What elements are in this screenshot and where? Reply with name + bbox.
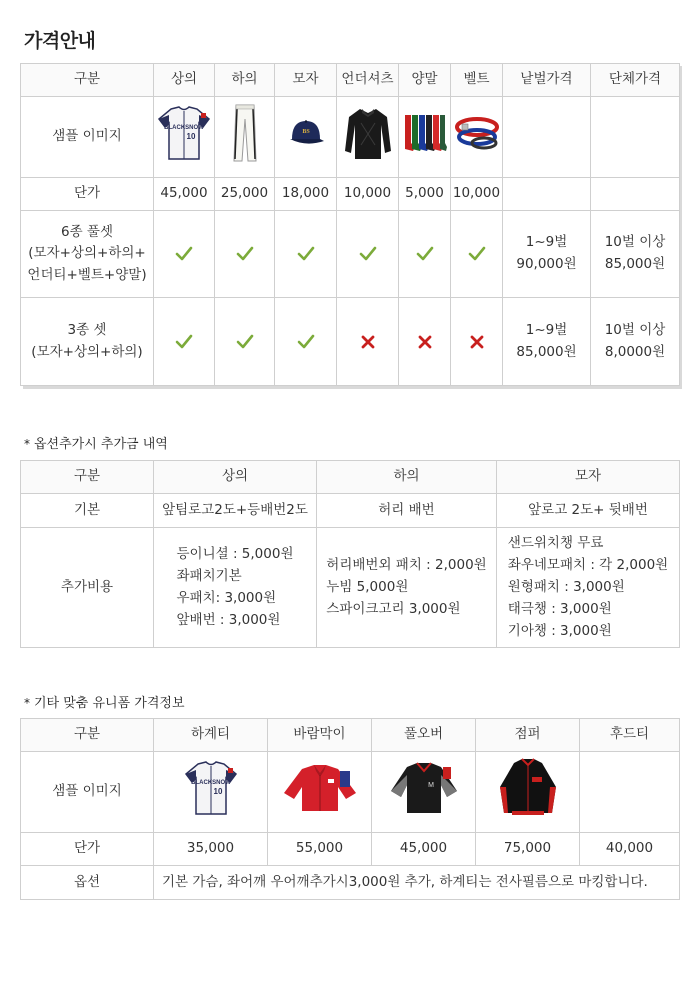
svg-text:10: 10 bbox=[186, 132, 196, 142]
price-line: 1~9벌 bbox=[525, 321, 568, 338]
jersey-image bbox=[154, 97, 215, 178]
option-section-title bbox=[24, 433, 168, 452]
unit-price-row bbox=[21, 178, 680, 211]
pullover-image bbox=[372, 752, 476, 833]
set6-label-line: 언더티+벨트+양말) bbox=[27, 266, 147, 283]
extra-cost-row bbox=[21, 528, 680, 648]
belt-image bbox=[451, 97, 503, 178]
check-icon bbox=[175, 333, 193, 351]
set3-mark bbox=[154, 298, 215, 386]
group-price-empty bbox=[591, 97, 680, 178]
unit-price: 25,000 bbox=[215, 178, 275, 211]
extra-line: 앞배번 : 3,000원 bbox=[176, 612, 281, 629]
extra-cap bbox=[497, 528, 680, 648]
row-label: 단가 bbox=[21, 178, 154, 211]
extra-bottom bbox=[317, 528, 497, 648]
col-header: 낱벌가격 bbox=[503, 64, 591, 97]
set3-label bbox=[21, 298, 154, 386]
set3-mark bbox=[337, 298, 399, 386]
extra-top bbox=[154, 528, 317, 648]
check-icon bbox=[236, 333, 254, 351]
check-icon bbox=[236, 245, 254, 263]
extra-line: 기아챙 : 3,000원 bbox=[507, 623, 612, 640]
extra-line: 등이니셜 : 5,000원 bbox=[176, 546, 294, 563]
single-price-empty bbox=[503, 97, 591, 178]
unit-price: 75,000 bbox=[476, 833, 580, 866]
undershirt-image bbox=[337, 97, 399, 178]
set3-row bbox=[21, 298, 680, 386]
col-header: 언더셔츠 bbox=[337, 64, 399, 97]
basic-cap: 앞로고 2도+ 뒷배번 bbox=[497, 494, 680, 528]
extra-line: 스파이크고리 3,000원 bbox=[326, 601, 461, 618]
extra-line: 허리배번외 패치 : 2,000원 bbox=[326, 557, 487, 574]
row-label: 옵션 bbox=[21, 866, 154, 900]
col-header: 구분 bbox=[21, 64, 154, 97]
set6-label-line: (모자+상의+하의+ bbox=[28, 245, 146, 262]
jumper-image bbox=[476, 752, 580, 833]
svg-text:BS: BS bbox=[301, 129, 310, 136]
extra-line: 누빔 5,000원 bbox=[326, 579, 409, 596]
check-icon bbox=[359, 245, 377, 263]
bullet-star: * bbox=[24, 437, 30, 451]
other-option-row bbox=[21, 866, 680, 900]
bullet-star: * bbox=[24, 696, 30, 710]
unit-price: 40,000 bbox=[580, 833, 680, 866]
col-header: 하의 bbox=[317, 461, 497, 494]
windbreaker-image bbox=[268, 752, 372, 833]
set3-mark bbox=[399, 298, 451, 386]
option-table-header bbox=[21, 461, 680, 494]
price-table-header bbox=[21, 64, 680, 97]
other-sample-row bbox=[21, 752, 680, 833]
other-unit-price-row bbox=[21, 833, 680, 866]
unit-price: 55,000 bbox=[268, 833, 372, 866]
set3-mark bbox=[275, 298, 337, 386]
set6-row bbox=[21, 211, 680, 298]
set3-group-price bbox=[591, 298, 680, 386]
set3-mark bbox=[215, 298, 275, 386]
set6-mark bbox=[154, 211, 215, 298]
price-line: 10벌 이상 bbox=[604, 234, 666, 251]
set6-label-line: 6종 풀셋 bbox=[60, 223, 113, 240]
set3-mark bbox=[451, 298, 503, 386]
col-header: 하계티 bbox=[154, 719, 268, 752]
col-header: 상의 bbox=[154, 64, 215, 97]
set6-mark bbox=[337, 211, 399, 298]
option-description: 기본 가슴, 좌어깨 우어깨추가시3,000원 추가, 하계티는 전사필름으로 마킹합니다. bbox=[154, 866, 680, 900]
set6-group-price bbox=[591, 211, 680, 298]
other-table bbox=[20, 718, 679, 900]
socks-image bbox=[399, 97, 451, 178]
col-header: 풀오버 bbox=[372, 719, 476, 752]
price-table bbox=[20, 63, 679, 386]
col-header: 모자 bbox=[497, 461, 680, 494]
cross-icon bbox=[468, 333, 486, 351]
row-label: 기본 bbox=[21, 494, 154, 528]
extra-line: 샌드위치챙 무료 bbox=[507, 535, 604, 552]
check-icon bbox=[416, 245, 434, 263]
unit-price: 10,000 bbox=[451, 178, 503, 211]
set6-mark bbox=[215, 211, 275, 298]
other-table-header bbox=[21, 719, 680, 752]
extra-line: 좌패치기본 bbox=[176, 568, 242, 585]
set6-mark bbox=[275, 211, 337, 298]
unit-price: 45,000 bbox=[372, 833, 476, 866]
svg-text:BLACKSNOW: BLACKSNOW bbox=[164, 125, 204, 132]
col-header: 하의 bbox=[215, 64, 275, 97]
check-icon bbox=[175, 245, 193, 263]
svg-text:BLACKSNOW: BLACKSNOW bbox=[190, 780, 231, 787]
hoodie-image-empty bbox=[580, 752, 680, 833]
set3-label-line: (모자+상의+하의) bbox=[31, 343, 143, 360]
set6-single-price bbox=[503, 211, 591, 298]
pants-image bbox=[215, 97, 275, 178]
col-header: 구분 bbox=[21, 461, 154, 494]
basic-top: 앞팀로고2도+등배번2도 bbox=[154, 494, 317, 528]
basic-row bbox=[21, 494, 680, 528]
col-header: 후드티 bbox=[580, 719, 680, 752]
price-line: 10벌 이상 bbox=[604, 321, 666, 338]
cap-image bbox=[275, 97, 337, 178]
col-header: 구분 bbox=[21, 719, 154, 752]
unit-price: 10,000 bbox=[337, 178, 399, 211]
col-header: 모자 bbox=[275, 64, 337, 97]
price-line: 8,0000원 bbox=[604, 343, 666, 360]
sample-image-row bbox=[21, 97, 680, 178]
extra-line: 원형패치 : 3,000원 bbox=[507, 579, 625, 596]
unit-price bbox=[503, 178, 591, 211]
extra-line: 태극챙 : 3,000원 bbox=[507, 601, 612, 618]
col-header: 벨트 bbox=[451, 64, 503, 97]
price-line: 1~9벌 bbox=[525, 234, 568, 251]
option-table bbox=[20, 460, 679, 648]
price-line: 85,000원 bbox=[604, 256, 666, 272]
basic-bottom: 허리 배번 bbox=[317, 494, 497, 528]
price-line: 85,000원 bbox=[516, 343, 577, 360]
col-header: 상의 bbox=[154, 461, 317, 494]
option-section-title-text: 옵션추가시 추가금 내역 bbox=[34, 437, 168, 452]
row-label: 샘플 이미지 bbox=[21, 97, 154, 178]
set3-label-line: 3종 셋 bbox=[67, 321, 107, 338]
price-line: 90,000원 bbox=[516, 256, 577, 272]
set3-single-price bbox=[503, 298, 591, 386]
row-label: 샘플 이미지 bbox=[21, 752, 154, 833]
other-section-title-text: 기타 맞춤 유니폼 가격정보 bbox=[34, 696, 185, 711]
extra-line: 좌우네모패치 : 각 2,000원 bbox=[507, 557, 669, 574]
row-label: 추가비용 bbox=[21, 528, 154, 648]
unit-price: 45,000 bbox=[154, 178, 215, 211]
unit-price bbox=[591, 178, 680, 211]
cross-icon bbox=[359, 333, 377, 351]
extra-line: 우패치: 3,000원 bbox=[176, 590, 277, 607]
check-icon bbox=[297, 333, 315, 351]
cross-icon bbox=[416, 333, 434, 351]
col-header: 점퍼 bbox=[476, 719, 580, 752]
set6-mark bbox=[451, 211, 503, 298]
summer-tee-image bbox=[154, 752, 268, 833]
svg-text:10: 10 bbox=[213, 787, 222, 797]
set6-label bbox=[21, 211, 154, 298]
row-label: 단가 bbox=[21, 833, 154, 866]
unit-price: 5,000 bbox=[399, 178, 451, 211]
unit-price: 35,000 bbox=[154, 833, 268, 866]
col-header: 양말 bbox=[399, 64, 451, 97]
unit-price: 18,000 bbox=[275, 178, 337, 211]
col-header: 단체가격 bbox=[591, 64, 680, 97]
set6-mark bbox=[399, 211, 451, 298]
col-header: 바람막이 bbox=[268, 719, 372, 752]
check-icon bbox=[468, 245, 486, 263]
check-icon bbox=[297, 245, 315, 263]
page-title: 가격안내 bbox=[24, 30, 96, 52]
svg-text:M: M bbox=[427, 782, 434, 790]
other-section-title bbox=[24, 692, 185, 711]
